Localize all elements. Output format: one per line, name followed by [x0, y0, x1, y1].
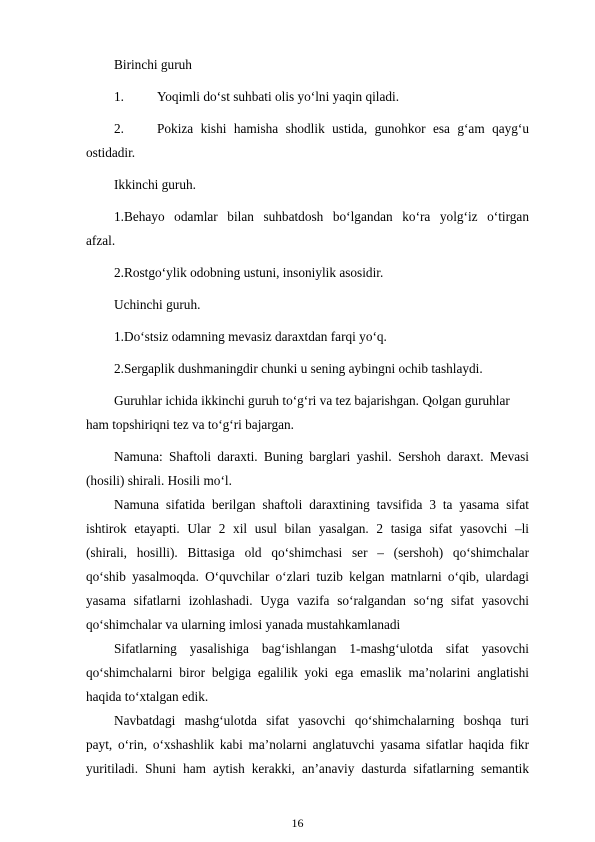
namuna2-line4: qo‘shib yasalmoqda. O‘quvchilar o‘zlari tuzib kelgan matnlarni o‘qib, ulardagi [86, 569, 529, 584]
para3-line1: Sifatlarning yasalishiga bag‘ishlangan 1-mashg‘ulotda sifat yasovchi [114, 641, 529, 656]
namuna2-line6: qo‘shimchalar va ularning imlosi yanada mustahkamlanadi [86, 617, 401, 632]
group1-item2-number: 2. [114, 121, 124, 136]
namuna2-line1: Namuna sifatida berilgan shaftoli daraxtining tavsifida 3 ta yasama sifat [114, 497, 529, 512]
group2-item1-line1: 1.Behayo odamlar bilan suhbatdosh bo‘lgandan ko‘ra yolg‘iz o‘tirgan [114, 209, 529, 224]
para4-line3: yuritiladi. Shuni ham aytish kerakki, an’anaviy dasturda sifatlarning semantik [86, 761, 529, 776]
group3-heading: Uchinchi guruh. [114, 297, 201, 312]
para4-line2: payt, o‘rin, o‘xshashlik kabi ma’nolarni anglatuvchi yasama sifatlar haqida fikr [86, 737, 529, 752]
group2-item2: 2.Rostgo‘ylik odobning ustuni, insoniylik asosidir. [114, 265, 384, 280]
namuna1-line2: (hosili) shirali. Hosili mo‘l. [86, 473, 232, 488]
page-number: 16 [291, 816, 304, 830]
group3-item2: 2.Sergaplik dushmaningdir chunki u sening aybingni ochib tashlaydi. [114, 361, 483, 376]
namuna2-line3: (shirali, hosilli). Bittasiga old qo‘shimchasi ser – (sershoh) qo‘shimchalar [86, 545, 529, 560]
para3-line3: haqida to‘xtalgan edik. [86, 689, 209, 704]
group2-heading: Ikkinchi guruh. [114, 177, 196, 192]
result-line1: Guruhlar ichida ikkinchi guruh to‘g‘ri va tez bajarishgan. Qolgan guruhlar [114, 393, 510, 408]
group1-item2-line2: ostidadir. [86, 145, 136, 160]
namuna2-line5: yasama sifatlarni izohlashadi. Uyga vazifa so‘ralgandan so‘ng sifat yasovchi [86, 593, 529, 608]
group1-item2-line1: Pokiza kishi hamisha shodlik ustida, gunohkor esa g‘am qayg‘u [157, 121, 529, 136]
para4-line1: Navbatdagi mashg‘ulotda sifat yasovchi qo‘shimchalarning boshqa turi [114, 713, 529, 728]
group1-heading: Birinchi guruh [114, 57, 192, 72]
group1-item1-number: 1. [114, 89, 124, 104]
group2-item1-line2: afzal. [86, 233, 116, 248]
namuna1-line1: Namuna: Shaftoli daraxti. Buning barglari yashil. Sershoh daraxt. Mevasi [114, 449, 529, 464]
group1-item1-text: Yoqimli do‘st suhbati olis yo‘lni yaqin qiladi. [157, 89, 400, 104]
result-line2: ham topshiriqni tez va to‘g‘ri bajargan. [86, 417, 295, 432]
group3-item1: 1.Do‘stsiz odamning mevasiz daraxtdan farqi yo‘q. [114, 329, 387, 344]
para3-line2: qo‘shimchalarni biror belgiga egalilik yoki ega emaslik ma’nolarini anglatishi [86, 665, 529, 680]
namuna2-line2: ishtirok etayapti. Ular 2 xil usul bilan yasalgan. 2 tasiga sifat yasovchi –li [86, 521, 529, 536]
